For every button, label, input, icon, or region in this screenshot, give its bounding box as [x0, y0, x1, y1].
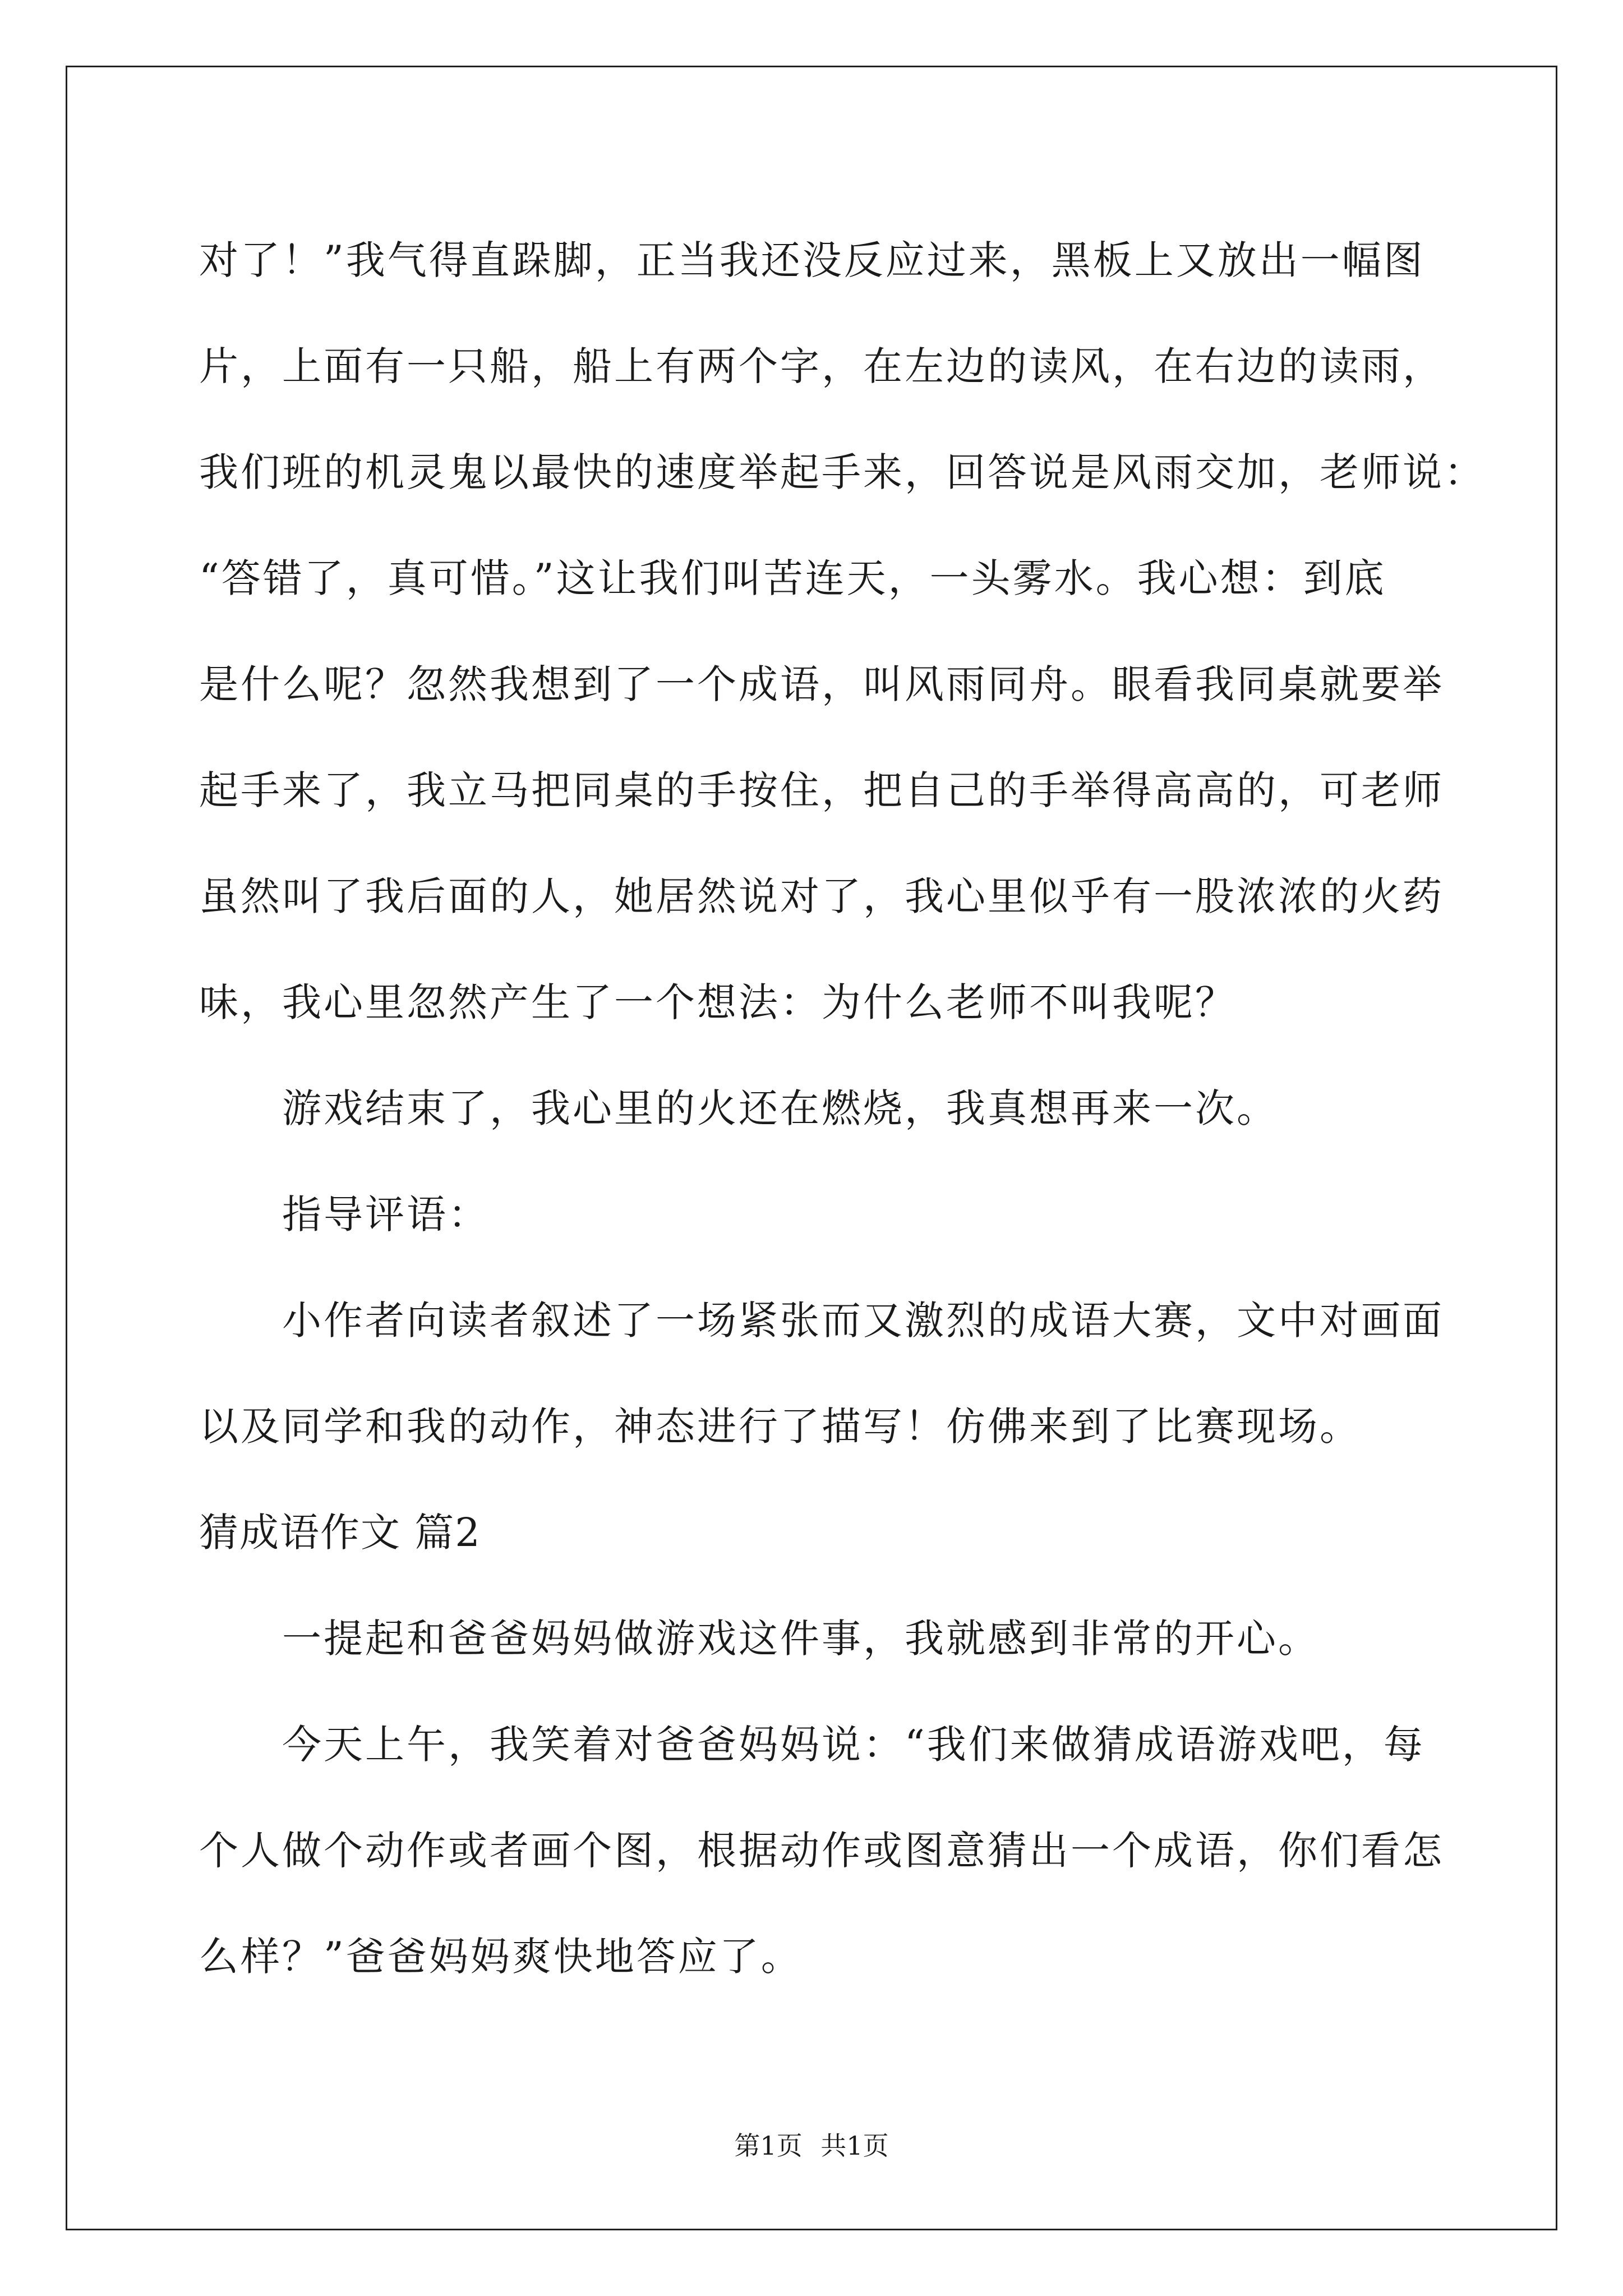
paragraph-line: 对了！”我气得直跺脚，正当我还没反应过来，黑板上又放出一幅图	[199, 237, 1425, 283]
document-body	[199, 208, 1486, 2010]
paragraph-line: 我们班的机灵鬼以最快的速度举起手来，回答说是风雨交加，老师说：	[199, 449, 1486, 495]
paragraph-line: 味，我心里忽然产生了一个想法：为什么老师不叫我呢？	[199, 979, 1237, 1025]
paragraph-line: 是什么呢？忽然我想到了一个成语，叫风雨同舟。眼看我同桌就要举	[199, 661, 1444, 707]
paragraph-game-end: 游戏结束了，我心里的火还在燃烧，我真想再来一次。	[282, 1085, 1278, 1131]
section2-paragraph-line: 么样？”爸爸妈妈爽快地答应了。	[199, 1934, 803, 1980]
paragraph-line: “答错了，真可惜。”这让我们叫苦连天，一头雾水。我心想：到底	[199, 555, 1386, 601]
comment-line: 小作者向读者叙述了一场紧张而又激烈的成语大赛，文中对画面	[282, 1297, 1444, 1343]
paragraph-line: 虽然叫了我后面的人，她居然说对了，我心里似乎有一股浓浓的火药	[199, 873, 1444, 919]
paragraph-line: 片，上面有一只船，船上有两个字，在左边的读风，在右边的读雨，	[199, 343, 1444, 389]
comment-title: 指导评语：	[282, 1191, 490, 1237]
section-heading: 猜成语作文 篇2	[199, 1510, 481, 1556]
section2-paragraph-line: 个人做个动作或者画个图，根据动作或图意猜出一个成语，你们看怎	[199, 1828, 1444, 1874]
paragraph-line: 起手来了，我立马把同桌的手按住，把自己的手举得高高的，可老师	[199, 767, 1444, 813]
page-footer: 第1页 共1页	[734, 2131, 889, 2161]
comment-line: 以及同学和我的动作，神态进行了描写！仿佛来到了比赛现场。	[199, 1404, 1361, 1450]
section2-paragraph: 一提起和爸爸妈妈做游戏这件事，我就感到非常的开心。	[282, 1616, 1320, 1662]
section2-paragraph-line: 今天上午，我笑着对爸爸妈妈说：“我们来做猜成语游戏吧，每	[282, 1722, 1425, 1768]
